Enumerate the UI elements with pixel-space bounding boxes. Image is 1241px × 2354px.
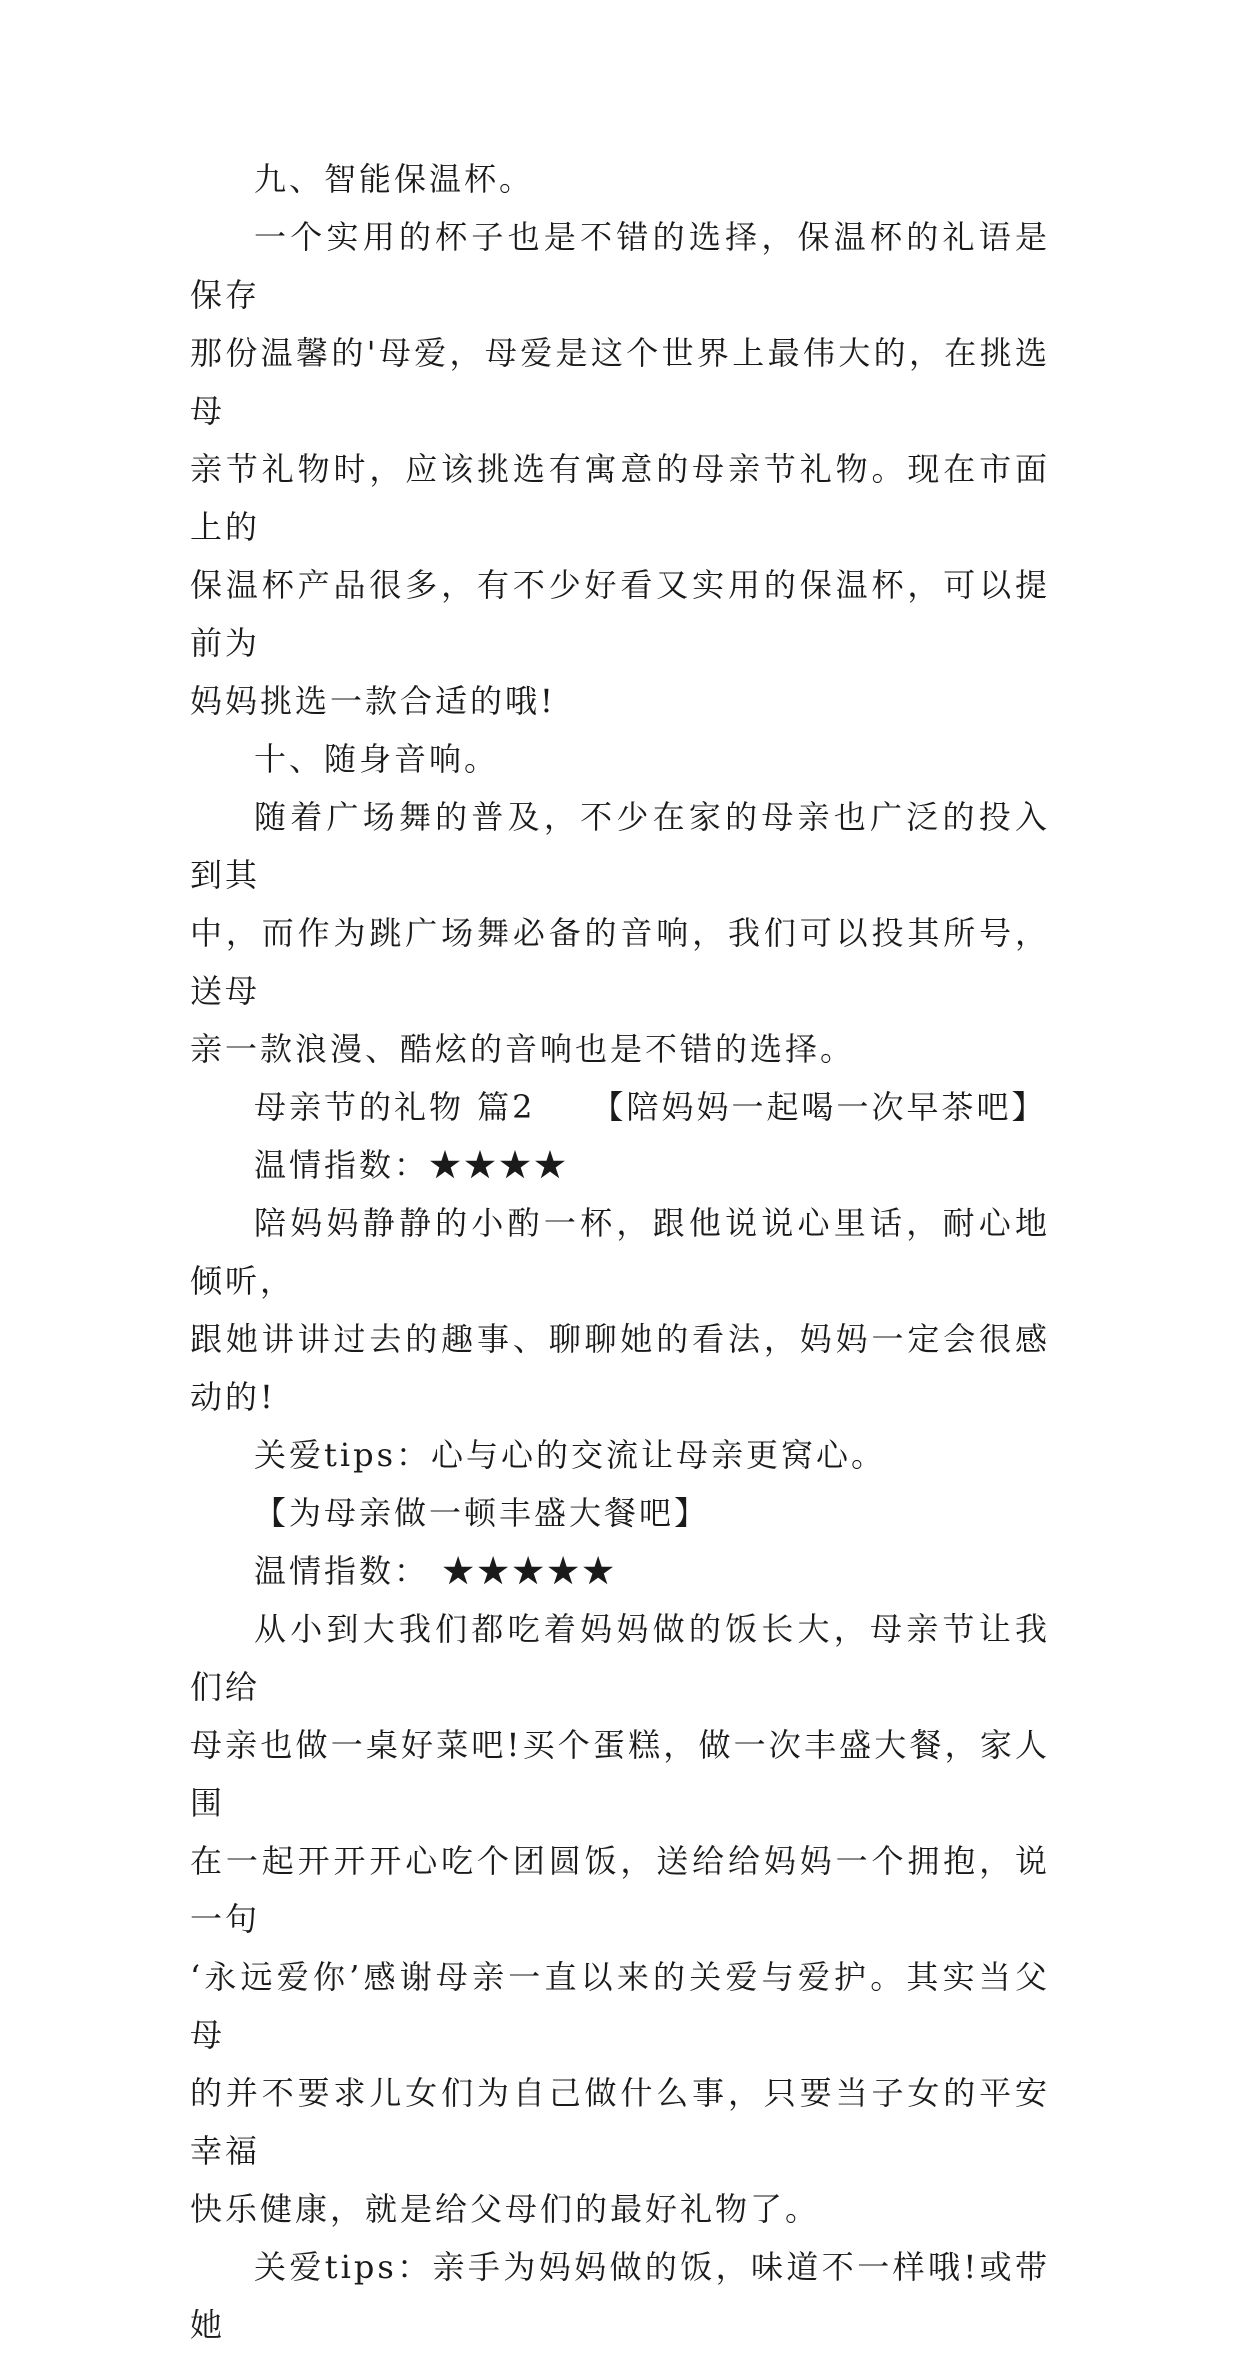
body-line: 快乐健康，就是给父母们的最好礼物了。	[190, 2190, 821, 2228]
document-page	[190, 150, 1050, 2354]
body-line: 随着广场舞的普及，不少在家的母亲也广泛的投入到其	[190, 798, 1050, 894]
item1-body	[190, 1194, 1050, 1310]
item2-tip: 关爱tips：亲手为妈妈做的饭，味道不一样哦!或带她	[190, 2248, 1050, 2344]
body-line: 亲节礼物时，应该挑选有寓意的母亲节礼物。现在市面上的	[190, 450, 1050, 546]
body-line: 亲一款浪漫、酷炫的音响也是不错的选择。	[190, 1030, 856, 1068]
item1-tip: 关爱tips：心与心的交流让母亲更窝心。	[254, 1436, 887, 1474]
body-line: 一个实用的杯子也是不错的选择，保温杯的礼语是保存	[190, 218, 1050, 314]
item2-body-cont	[190, 1716, 1050, 2238]
body-line: 从小到大我们都吃着妈妈做的饭长大，母亲节让我们给	[190, 1610, 1050, 1706]
item1-body-cont	[190, 1310, 1050, 1426]
body-line: 的并不要求儿女们为自己做什么事，只要当子女的平安幸福	[190, 2074, 1050, 2170]
section-heading-9: 九、智能保温杯。	[254, 160, 535, 198]
body-line: ‘永远爱你’感谢母亲一直以来的关爱与爱护。其实当父母	[190, 1958, 1050, 2054]
section-body-10	[190, 788, 1050, 904]
section-body-9	[190, 208, 1050, 324]
body-line: 母亲也做一桌好菜吧!买个蛋糕，做一次丰盛大餐，家人围	[190, 1726, 1050, 1822]
body-line: 那份温馨的'母爱，母爱是这个世界上最伟大的，在挑选母	[190, 334, 1050, 430]
section-body-9-cont	[190, 324, 1050, 730]
item2-body	[190, 1600, 1050, 1716]
body-line: 中，而作为跳广场舞必备的音响，我们可以投其所号，送母	[190, 914, 1050, 1010]
body-line: 跟她讲讲过去的趣事、聊聊她的看法，妈妈一定会很感动的!	[190, 1320, 1050, 1416]
body-line: 陪妈妈静静的小酌一杯，跟他说说心里话，耐心地倾听，	[190, 1204, 1050, 1300]
item1-title: 【陪妈妈一起喝一次早茶吧】	[591, 1088, 1047, 1126]
body-line: 妈妈挑选一款合适的哦!	[190, 682, 556, 720]
item2-rating: 温情指数： ★★★★★	[254, 1552, 618, 1590]
part2-title: 母亲节的礼物 篇2	[254, 1088, 536, 1126]
item2-title: 【为母亲做一顿丰盛大餐吧】	[254, 1494, 710, 1532]
section-heading-10: 十、随身音响。	[254, 740, 500, 778]
body-line: 在一起开开开心吃个团圆饭，送给给妈妈一个拥抱，说一句	[190, 1842, 1050, 1938]
body-line: 保温杯产品很多，有不少好看又实用的保温杯，可以提前为	[190, 566, 1050, 662]
part2-title-line	[190, 1078, 1050, 1136]
item1-rating: 温情指数：★★★★	[254, 1146, 570, 1184]
section-body-10-cont	[190, 904, 1050, 1078]
